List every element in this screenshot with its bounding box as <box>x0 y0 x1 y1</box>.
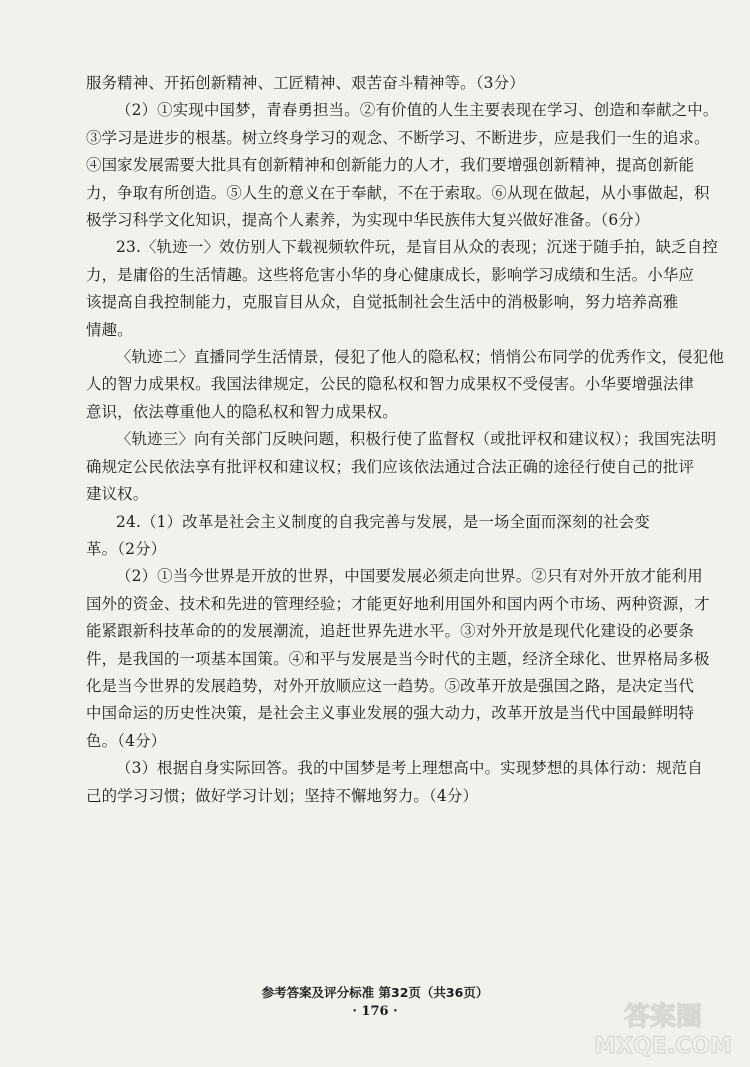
page-number: · 176 · <box>352 1004 398 1019</box>
text-line: 该提高自我控制能力，克服盲目从众，自觉抵制社会生活中的消极影响，努力培养高雅 <box>86 293 679 312</box>
text-line: （2）①实现中国梦，青春勇担当。②有价值的人生主要表现在学习、创造和奉献之中。 <box>116 101 719 120</box>
answer-text <box>86 70 725 810</box>
footer-title: 参考答案及评分标准 第32页（共36页） <box>261 985 489 1000</box>
text-line: 中国命运的历史性决策，是社会主义事业发展的强大动力，改革开放是当代中国最鲜明特 <box>86 704 695 723</box>
text-line: 己的学习习惯；做好学习计划；坚持不懈地努力。（4分） <box>86 786 479 805</box>
text-line: 服务精神、开拓创新精神、工匠精神、艰苦奋斗精神等。（3分） <box>86 74 525 92</box>
text-line: 确规定公民依法享有批评权和建议权；我们应该依法通过合法正确的途径行使自己的批评 <box>86 457 695 476</box>
text-line: 件，是我国的一项基本国策。④和平与发展是当今时代的主题，经济全球化、世界格局多极 <box>86 649 710 668</box>
text-line: ③学习是进步的根基。树立终身学习的观念、不断学习、不断进步，应是我们一生的追求。 <box>86 128 710 147</box>
text-line: （3）根据自身实际回答。我的中国梦是考上理想高中。实现梦想的具体行动：规范自 <box>116 759 703 778</box>
text-line: 国外的资金、技术和先进的管理经验；才能更好地利用国外和国内两个市场、两种资源，才 <box>86 594 710 613</box>
text-line: ④国家发展需要大批具有创新精神和创新能力的人才，我们要增强创新精神，提高创新能 <box>86 156 695 175</box>
text-line: 24.（1）改革是社会主义制度的自我完善与发展，是一场全面而深刻的社会变 <box>116 512 650 531</box>
text-line: 建议权。 <box>86 485 149 504</box>
watermark-bottom: MXQE.COM <box>594 1034 732 1059</box>
watermark-logo <box>588 997 738 1059</box>
text-line: 情趣。 <box>86 320 133 339</box>
text-line: （2）①当今世界是开放的世界，中国要发展必须走向世界。②只有对外开放才能利用 <box>116 567 703 586</box>
text-line: 化是当今世界的发展趋势，对外开放顺应这一趋势。⑤改革开放是强国之路，是决定当代 <box>86 676 695 695</box>
text-line: 23.〈轨迹一〉效仿别人下载视频软件玩，是盲目从众的表现；沉迷于随手拍，缺乏自控 <box>116 238 718 257</box>
text-line: 能紧跟新科技革命的的发展潮流，追赶世界先进水平。③对外开放是现代化建设的必要条 <box>86 622 695 641</box>
text-line: 〈轨迹二〉直播同学生活情景，侵犯了他人的隐私权；悄悄公布同学的优秀作文，侵犯他 <box>116 348 725 367</box>
text-line: 力，是庸俗的生活情趣。这些将危害小华的身心健康成长，影响学习成绩和生活。小华应 <box>86 265 695 284</box>
text-line: 色。（4分） <box>86 731 167 750</box>
text-line: 革。（2分） <box>86 539 167 558</box>
text-line: 意识，依法尊重他人的隐私权和智力成果权。 <box>86 402 398 421</box>
watermark-top: 答案圈 <box>623 1002 703 1032</box>
text-line: 极学习科学文化知识，提高个人素养，为实现中华民族伟大复兴做好准备。（6分） <box>86 211 650 230</box>
text-line: 力，争取有所创造。⑤人生的意义在于奉献，不在于索取。⑥从现在做起，从小事做起，积 <box>86 183 710 202</box>
text-line: 〈轨迹三〉向有关部门反映问题，积极行使了监督权（或批评权和建议权）；我国宪法明 <box>116 430 717 449</box>
text-line: 人的智力成果权。我国法律规定，公民的隐私权和智力成果权不受侵害。小华要增强法律 <box>86 375 695 394</box>
